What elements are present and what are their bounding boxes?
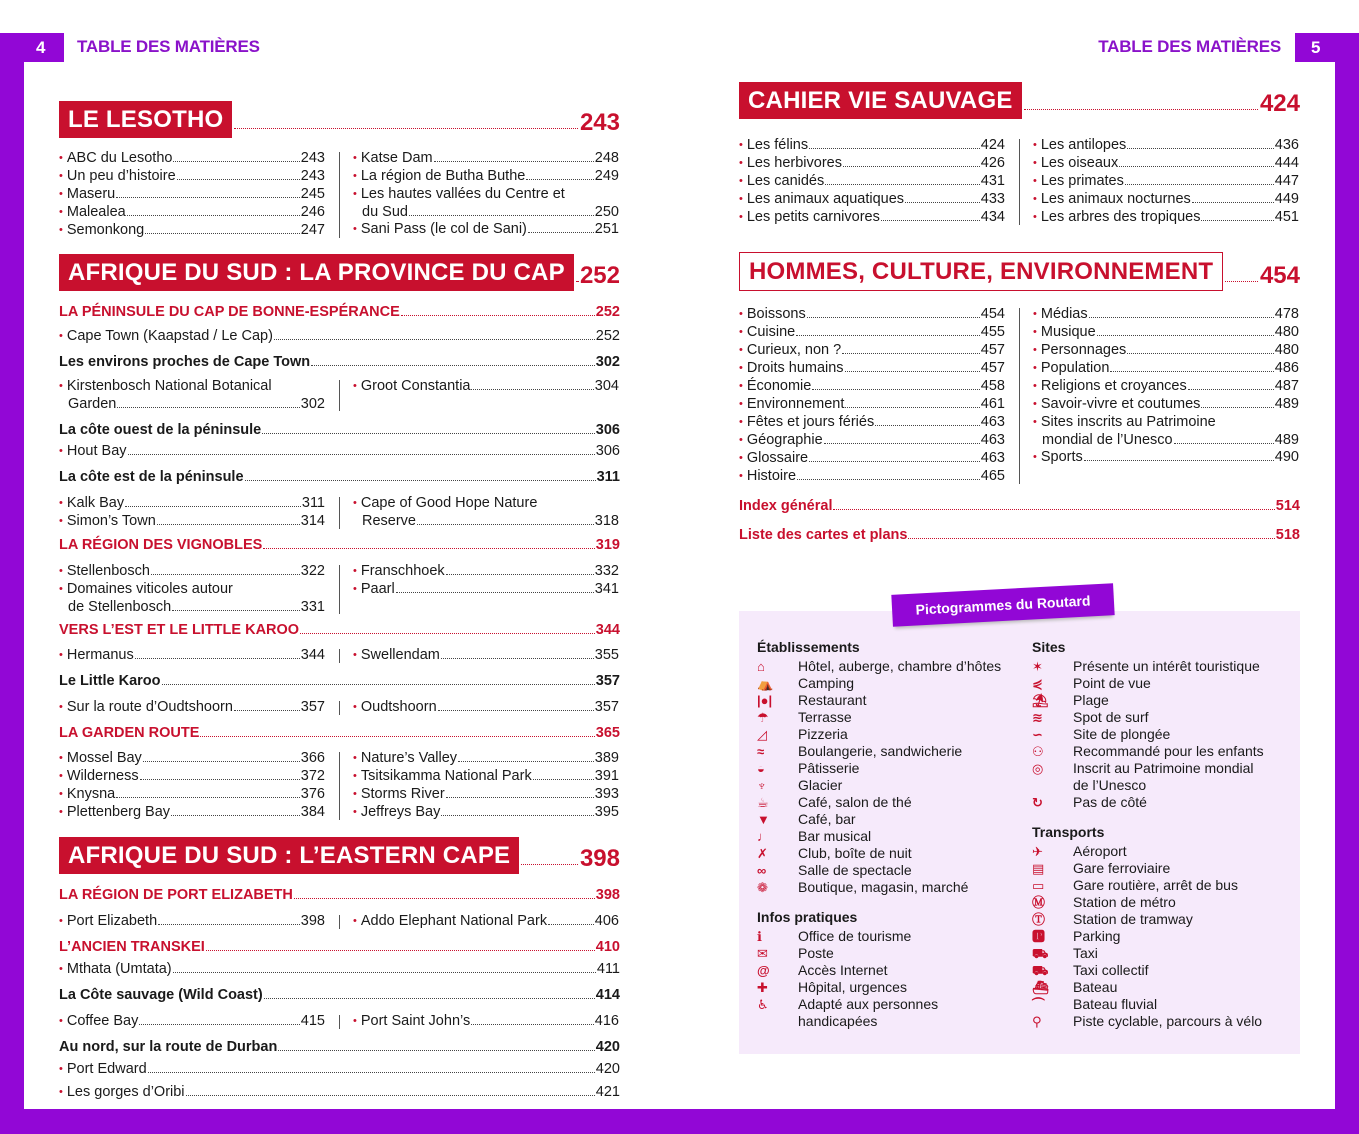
legend-row: ◎ Inscrit au Patrimoine mondial de l’Unesco <box>1032 760 1254 793</box>
legend-row: ▭ Gare routière, arrêt de bus <box>1032 877 1238 893</box>
pictogram-column-right <box>1032 636 1292 1030</box>
dot-leader <box>521 864 578 865</box>
list-item[interactable]: • Économie 458 <box>739 378 1005 394</box>
glass-icon: ▼ <box>757 812 770 827</box>
list-item[interactable]: • Les animaux nocturnes 449 <box>1033 191 1299 207</box>
list-column-2 <box>353 150 619 240</box>
legend-row: ⛱ Plage <box>1032 692 1109 708</box>
list-item[interactable]: • Les canidés 431 <box>739 173 1005 189</box>
subsection-transkei[interactable]: L’ANCIEN TRANSKEI 410 <box>59 939 620 955</box>
pizzeria-icon: ◿ <box>757 727 767 742</box>
metro-icon: Ⓜ <box>1032 895 1046 910</box>
list-item[interactable]: • Environnement 461 <box>739 396 1005 412</box>
subsection-cote-ouest[interactable]: La côte ouest de la péninsule 306 <box>59 422 620 438</box>
boat-icon: ⛴ <box>1032 980 1049 995</box>
list-item[interactable]: • Sani Pass (le col de Sani) 251 <box>353 221 619 237</box>
diving-icon: ∽ <box>1032 727 1043 742</box>
list-item[interactable]: • Jeffreys Bay 395 <box>353 804 619 820</box>
list-item[interactable]: • Boissons 454 <box>739 306 1005 322</box>
hospital-cross-icon: ✚ <box>757 980 768 995</box>
list-item[interactable]: • Stellenbosch 322 <box>59 563 325 579</box>
taxi-icon: ⛟ <box>1032 946 1049 961</box>
subsection-au-nord[interactable]: Au nord, sur la route de Durban 420 <box>59 1039 620 1055</box>
camping-icon: ⛺ <box>757 676 774 691</box>
left-page-number: 4 <box>0 33 64 62</box>
list-item[interactable]: • Les hautes vallées du Centre et du Sud 250 <box>353 186 619 220</box>
viewpoint-icon: ⋞ <box>1032 676 1043 691</box>
shared-taxi-icon: ⛟ <box>1032 963 1049 978</box>
list-item[interactable]: • Population 486 <box>1033 360 1299 376</box>
list-item[interactable]: • Un peu d’histoire 243 <box>59 168 325 184</box>
list-item[interactable]: • Plettenberg Bay 384 <box>59 804 325 820</box>
legend-row: 🅿 Parking <box>1032 928 1121 944</box>
legend-row: @ Accès Internet <box>757 962 888 978</box>
list-item[interactable]: • Cape of Good Hope Nature Reserve 318 <box>353 495 619 529</box>
side-step-icon: ↻ <box>1032 795 1043 810</box>
column-divider <box>339 565 340 614</box>
cartes-plans-link[interactable]: Liste des cartes et plans 518 <box>739 527 1300 543</box>
legend-row: ♆ Glacier <box>757 777 843 793</box>
vers-est-list <box>59 647 620 665</box>
dot-leader <box>1225 281 1258 282</box>
envelope-icon: ✉ <box>757 946 768 961</box>
list-item[interactable]: • Kirstenbosch National Botanical Garden 302 <box>59 378 325 412</box>
legend-row: ✶ Présente un intérêt touristique <box>1032 658 1260 674</box>
legend-row: ✚ Hôpital, urgences <box>757 979 907 995</box>
entry-oribi[interactable]: • Les gorges d’Oribi 421 <box>59 1084 620 1100</box>
dot-leader <box>1024 109 1258 110</box>
column-divider <box>339 152 340 238</box>
list-item[interactable]: • Malealea 246 <box>59 204 325 220</box>
list-item[interactable]: • Les primates 447 <box>1033 173 1299 189</box>
column-divider <box>339 752 340 820</box>
infos-heading: Infos pratiques <box>757 909 858 925</box>
list-item[interactable]: • Addo Elephant National Park 406 <box>353 913 619 929</box>
entry-mthata[interactable]: • Mthata (Umtata) 411 <box>59 961 620 977</box>
section-title: CAHIER VIE SAUVAGE <box>739 82 1022 119</box>
transports-heading: Transports <box>1032 824 1105 840</box>
legend-row: ⛟ Taxi collectif <box>1032 962 1149 978</box>
list-item[interactable]: • Nature’s Valley 389 <box>353 750 619 766</box>
airplane-icon: ✈ <box>1032 844 1043 859</box>
restaurant-icon: |●| <box>757 693 773 708</box>
at-icon: @ <box>757 963 770 978</box>
list-item[interactable]: • Port Elizabeth 398 <box>59 913 325 929</box>
section-page: 454 <box>1259 262 1300 289</box>
legend-row: ✗ Club, boîte de nuit <box>757 845 912 861</box>
index-general-link[interactable]: Index général 514 <box>739 498 1300 514</box>
right-page-number: 5 <box>1295 33 1359 62</box>
section-cahier-vie-sauvage[interactable] <box>739 82 1300 119</box>
legend-row: ◒ Pâtisserie <box>757 760 860 776</box>
legend-row: ∽ Site de plongée <box>1032 726 1171 742</box>
legend-row: ♩ Bar musical <box>757 828 872 844</box>
left-page-border <box>0 33 24 1134</box>
legend-row: Ⓜ Station de métro <box>1032 894 1176 910</box>
subsection-environs[interactable]: Les environs proches de Cape Town 302 <box>59 354 620 370</box>
section-title: LE LESOTHO <box>59 101 232 138</box>
column-divider <box>339 1015 340 1029</box>
port-elizabeth-list <box>59 913 620 931</box>
list-item[interactable]: • Fêtes et jours fériés 463 <box>739 414 1005 430</box>
list-item[interactable]: • Simon’s Town 314 <box>59 513 325 529</box>
bicycle-icon: ⚲ <box>1032 1014 1042 1029</box>
wheelchair-icon: ♿ <box>757 997 769 1012</box>
hotel-icon: ⌂ <box>757 659 765 674</box>
legend-row: ⏜ Bateau fluvial <box>1032 996 1158 1012</box>
list-item[interactable]: • Les animaux aquatiques 433 <box>739 191 1005 207</box>
legend-row: ⚇ Recommandé pour les enfants <box>1032 743 1264 759</box>
entry-port-edward[interactable]: • Port Edward 420 <box>59 1061 620 1077</box>
list-item[interactable]: • Kalk Bay 311 <box>59 495 325 511</box>
dot-leader <box>234 128 578 129</box>
section-eastern-cape[interactable] <box>59 837 620 874</box>
ice-cream-icon: ♆ <box>757 778 767 793</box>
list-item[interactable]: • Les herbivores 426 <box>739 155 1005 171</box>
list-item[interactable]: • Maseru 245 <box>59 186 325 202</box>
bottom-page-border <box>0 1109 1359 1134</box>
right-page-border <box>1335 33 1359 1134</box>
entry-cape-town[interactable]: • Cape Town (Kaapstad / Le Cap) 252 <box>59 328 620 344</box>
list-item[interactable]: • Sports 490 <box>1033 449 1299 465</box>
legend-row: ✈ Aéroport <box>1032 843 1127 859</box>
subsection-vignobles[interactable]: LA RÉGION DES VIGNOBLES 319 <box>59 537 620 553</box>
list-item[interactable]: • Hermanus 344 <box>59 647 325 663</box>
little-karoo-list <box>59 699 620 717</box>
legend-row: |●| Restaurant <box>757 692 867 708</box>
coffee-cup-icon: ☕ <box>757 795 769 810</box>
list-item[interactable]: • Sites inscrits au Patrimoine mondial de l’Unesco 489 <box>1033 414 1299 448</box>
section-lesotho[interactable] <box>59 101 620 138</box>
column-divider <box>339 649 340 663</box>
legend-row: ℹ Office de tourisme <box>757 928 912 944</box>
list-item[interactable]: • Musique 480 <box>1033 324 1299 340</box>
list-item[interactable]: • Personnages 480 <box>1033 342 1299 358</box>
pictogram-column-left <box>757 636 1027 1030</box>
list-item[interactable]: • Storms River 393 <box>353 786 619 802</box>
list-item[interactable]: • Les félins 424 <box>739 137 1005 153</box>
list-item[interactable]: • Swellendam 355 <box>353 647 619 663</box>
subsection-garden-route[interactable]: LA GARDEN ROUTE 365 <box>59 725 620 741</box>
family-icon: ⚇ <box>1032 744 1044 759</box>
left-running-title: TABLE DES MATIÈRES <box>77 37 260 56</box>
list-item[interactable]: • Glossaire 463 <box>739 450 1005 466</box>
section-page: 424 <box>1259 90 1300 117</box>
tram-icon: Ⓣ <box>1032 912 1046 927</box>
list-item[interactable]: • Mossel Bay 366 <box>59 750 325 766</box>
legend-row: ▤ Gare ferroviaire <box>1032 860 1171 876</box>
legend-row: ❁ Boutique, magasin, marché <box>757 879 969 895</box>
list-item[interactable]: • Médias 478 <box>1033 306 1299 322</box>
section-title: AFRIQUE DU SUD : L’EASTERN CAPE <box>59 837 519 874</box>
parking-icon: 🅿 <box>1032 929 1046 944</box>
wild-coast-list <box>59 1013 620 1031</box>
river-boat-icon: ⏜ <box>1032 997 1045 1012</box>
entry-hout-bay[interactable]: • Hout Bay 306 <box>59 443 620 459</box>
cote-est-list <box>59 495 620 531</box>
legend-row: ✉ Poste <box>757 945 834 961</box>
list-item[interactable]: • Paarl 341 <box>353 581 619 597</box>
list-item[interactable]: • Coffee Bay 415 <box>59 1013 325 1029</box>
list-item[interactable]: • Wilderness 372 <box>59 768 325 784</box>
surf-icon: ≋ <box>1032 710 1043 725</box>
tourist-interest-icon: ✶ <box>1032 659 1043 674</box>
lesotho-list <box>59 150 620 240</box>
column-divider <box>339 701 340 715</box>
list-item[interactable]: • Port Saint John’s 416 <box>353 1013 619 1029</box>
glasses-icon: ∞ <box>757 863 767 878</box>
legend-row: ⋞ Point de vue <box>1032 675 1151 691</box>
legend-row: ⛴ Bateau <box>1032 979 1118 995</box>
list-item[interactable]: • La région de Butha Buthe 249 <box>353 168 619 184</box>
beach-icon: ⛱ <box>1032 693 1049 708</box>
section-province-du-cap[interactable] <box>59 254 620 291</box>
column-divider <box>339 380 340 411</box>
section-title: AFRIQUE DU SUD : LA PROVINCE DU CAP <box>59 254 574 291</box>
terrace-icon: ☂ <box>757 710 769 725</box>
pictogram-legend-title: Pictogrammes du Routard <box>891 583 1114 627</box>
subsection-port-elizabeth[interactable]: LA RÉGION DE PORT ELIZABETH 398 <box>59 887 620 903</box>
list-item[interactable]: • Curieux, non ? 457 <box>739 342 1005 358</box>
right-running-title: TABLE DES MATIÈRES <box>1098 37 1281 56</box>
list-item[interactable]: • Géographie 463 <box>739 432 1005 448</box>
legend-row: ⛟ Taxi <box>1032 945 1098 961</box>
music-note-icon: ♩ <box>757 829 770 844</box>
cahier-list <box>739 137 1300 227</box>
legend-row: ↻ Pas de côté <box>1032 794 1147 810</box>
list-item[interactable]: • Les petits carnivores 434 <box>739 209 1005 225</box>
list-item[interactable]: • Katse Dam 248 <box>353 150 619 166</box>
legend-row: ∞ Salle de spectacle <box>757 862 912 878</box>
column-divider <box>1019 139 1020 225</box>
legend-row: Ⓣ Station de tramway <box>1032 911 1193 927</box>
legend-row: ⌂ Hôtel, auberge, chambre d’hôtes <box>757 658 1002 674</box>
list-item[interactable]: • Histoire 465 <box>739 468 1005 484</box>
legend-row: ⛺ Camping <box>757 675 855 691</box>
section-page: 252 <box>579 262 620 289</box>
sites-heading: Sites <box>1032 639 1066 655</box>
pastry-icon: ◒ <box>757 761 765 776</box>
legend-row: ▼ Café, bar <box>757 811 856 827</box>
hommes-list <box>739 306 1300 486</box>
environs-list <box>59 378 620 413</box>
basket-icon: ❁ <box>757 880 768 895</box>
list-item[interactable]: • Savoir-vivre et coutumes 489 <box>1033 396 1299 412</box>
list-item[interactable]: • Religions et croyances 487 <box>1033 378 1299 394</box>
bakery-icon: ≈ <box>757 744 765 759</box>
vignobles-list <box>59 563 620 616</box>
subsection-peninsule[interactable]: LA PÉNINSULE DU CAP DE BONNE-ESPÉRANCE 252 <box>59 304 620 320</box>
legend-row: ◿ Pizzeria <box>757 726 848 742</box>
section-page: 243 <box>579 109 620 136</box>
list-item[interactable]: • Les antilopes 436 <box>1033 137 1299 153</box>
list-item[interactable]: • Sur la route d’Oudtshoorn 357 <box>59 699 325 715</box>
legend-row: ≋ Spot de surf <box>1032 709 1149 725</box>
legend-row: ♿ Adapté aux personnes handicapées <box>757 996 939 1029</box>
subsection-little-karoo[interactable]: Le Little Karoo 357 <box>59 673 620 689</box>
legend-row: ☂ Terrasse <box>757 709 852 725</box>
section-hommes-culture[interactable] <box>739 252 1300 291</box>
unesco-icon: ◎ <box>1032 761 1044 776</box>
legend-row: ☕ Café, salon de thé <box>757 794 912 810</box>
list-column-1 <box>59 150 325 240</box>
bus-icon: ▭ <box>1032 878 1045 893</box>
column-divider <box>339 497 340 529</box>
column-divider <box>339 915 340 929</box>
etablissements-heading: Établissements <box>757 639 860 655</box>
list-item[interactable]: • Droits humains 457 <box>739 360 1005 376</box>
subsection-cote-est[interactable]: La côte est de la péninsule 311 <box>59 469 620 485</box>
list-item[interactable]: • Les arbres des tropiques 451 <box>1033 209 1299 225</box>
list-item[interactable]: • Knysna 376 <box>59 786 325 802</box>
garden-route-list <box>59 750 620 822</box>
list-item[interactable]: • Les oiseaux 444 <box>1033 155 1299 171</box>
dot-leader <box>576 281 578 282</box>
subsection-wild-coast[interactable]: La Côte sauvage (Wild Coast) 414 <box>59 987 620 1003</box>
column-divider <box>1019 308 1020 484</box>
list-item[interactable]: • ABC du Lesotho 243 <box>59 150 325 166</box>
list-item[interactable]: • Tsitsikamma National Park 391 <box>353 768 619 784</box>
list-item[interactable]: • Oudtshoorn 357 <box>353 699 619 715</box>
list-item[interactable]: • Groot Constantia 304 <box>353 378 619 394</box>
subsection-vers-est[interactable]: VERS L’EST ET LE LITTLE KAROO 344 <box>59 622 620 638</box>
train-icon: ▤ <box>1032 861 1045 876</box>
section-title: HOMMES, CULTURE, ENVIRONNEMENT <box>739 252 1223 291</box>
dancer-icon: ✗ <box>757 846 768 861</box>
legend-row: ≈ Boulangerie, sandwicherie <box>757 743 963 759</box>
legend-row: ⚲ Piste cyclable, parcours à vélo <box>1032 1013 1263 1029</box>
list-item[interactable]: • Franschhoek 332 <box>353 563 619 579</box>
list-item[interactable]: • Cuisine 455 <box>739 324 1005 340</box>
list-item[interactable]: • Semonkong 247 <box>59 222 325 238</box>
list-item[interactable]: • Domaines viticoles autour de Stellenbosch 331 <box>59 581 325 615</box>
info-icon: ℹ <box>757 929 762 944</box>
section-page: 398 <box>579 845 620 872</box>
